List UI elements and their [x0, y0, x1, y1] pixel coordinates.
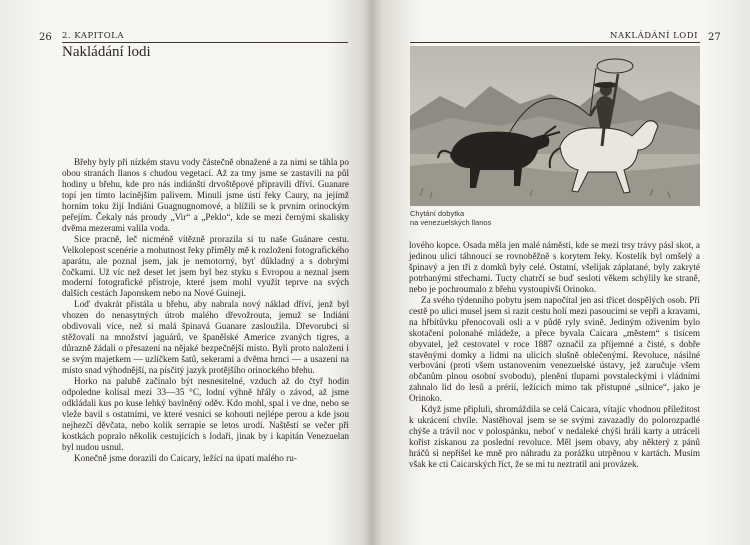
caption-line-2: na venezuelských llanos — [410, 218, 492, 227]
paragraph: lového kopce. Osada měla jen malé náměstí, kde se mezi trsy trávy pásl skot, a jedinou ulici táhnoucí se rovnoběžně s korytem řeky. Kostelík byl omšelý a špinavý a jen tři z domků byly celé. Ostatní, všelijak záplatané, byly zakryté potrhanými střechami. Tucty chatrčí se buď sesloti věkem schýlily ke straně, nebo je pochroumalo z břehu vystoupivší Orinoko. — [409, 240, 700, 294]
paragraph: Konečně jsme dorazili do Caicary, ležící na úpatí malého ru- — [74, 452, 297, 463]
paragraph: Loď dvakrát přistála u břehu, aby nabrala nový náklad dříví, jenž byl vhozen do nenasytných útrob malého dřevožrouta, jemuž se Indiáni obdivovali více, než si malá špinavá Guanare zasloužila. Dřevorubci si stěžovali na množství jaguárů, ve španělské Americe zvaných tigres, a důrazně žádali o přesazení na nějaké bezpečnější místo. Byli proto naloženi i se svým majetkem — uzlíčkem šatů, sekerami a dvěma hrnci — a usazeni na místo snad výhodnější, na písčitý jazyk protějšího orinockého břehu. — [62, 299, 349, 376]
paragraph: Když jsme připluli, shromáždila se celá Caicara, vítajíc vhodnou příležitost k ukrácení chvíle. Nastěhoval jsem se se svými zavazadly do polorozpadlé chýše a trávil noc v polospánku, neboť v nedaleké chýši hráli karty a utráceli kořist získanou za poslední revoluce. Měl jsem obavy, aby některý z pánů hráčů si nepřišel ke mně pro náhradu za porážku utrpěnou v kartách. Musím však ke cti Caicarských říct, že se mi tu neztratil ani provázek. — [409, 404, 700, 470]
header-rule-left — [62, 42, 348, 43]
running-head-right: NAKLÁDÁNÍ LODI — [610, 31, 698, 41]
page-number-left: 26 — [39, 32, 52, 43]
paragraph: Sice pracně, leč nicméně vítězně prorazila si tu naše Guánare cestu. Velkolepost scenérie a mohutnost řeky přiměly mě k rozložení fotografického aparátu, ale poznal jsem, jak je nemotorný, byť důkladný a s dobrými čočkami. Už víc než deset let jsem byl bez styku s Evropou a neznal jsem moderní fotografické přístroje, které jsem mohl využít teprve na svých dalších cestách Japonskem nebo na Nové Guineji. — [62, 233, 349, 299]
page-number-right: 27 — [708, 32, 721, 43]
paragraph: Břehy byly při nízkém stavu vody částečně obnažené a za nimi se táhla po obou stranách llanos s chudou vegetací. Až za tmy jsme se zastavili na půl hodiny u břehu, kde pro nás indiánští drvoštěpové připravili dříví. Guanare topí jen tímto lacinějším palivem. Minuli jsme ústí řeky Caury, na jejímž horním toku žijí Indiáni Guagnugnomové, a blížili se k prvním orinockým peřejím. Čekaly nás proudy „Vir“ a „Peklo“, kde se mezi černými skalisky dvěma mezerami valila voda. — [62, 157, 349, 233]
illustration-caption — [410, 209, 610, 227]
chapter-title: Nakládání lodi — [62, 44, 151, 60]
cowboy-lassoing-bull-engraving-icon — [410, 46, 700, 206]
header-rule-right — [410, 42, 700, 43]
body-text-right — [409, 240, 700, 470]
body-text-left — [62, 157, 349, 464]
running-head-left: 2. KAPITOLA — [62, 31, 124, 41]
paragraph: Horko na palubě začínalo být nesnesitelné, vzduch až do čtyř hodin odpoledne kolísal mezi 33—35 °C, lodní výhně hřály o závod, až jsme odkládali kus po kuse lehký bavlněný oděv. Kdo mohl, spal i ve dne, nebo se vleže bavil s ostatními, ve které vesnici se kohouti nejlépe perou a kde jsou nejhezčí děvčata, nebo kolik serrapie se letos urodí. Naštěstí se večer při kostkách popralo několik cestujících s lodaři, jinak by i kapitán Venezuelan byl nudou usnul. — [62, 376, 349, 452]
caption-line-1: Chytání dobytka — [410, 209, 465, 218]
paragraph: Za svého týdenního pobytu jsem napočítal jen asi třicet dospělých osob. Při cestě po ulici musel jsem si razit cestu holí mezi pasoucími se vepři a kravami, na hřbitůvku přenocovali osli a v půdě ryly svině. Jediným oživením bylo skotačení polonahé mládeže, a přece byvala Caicara „městem“ s tisícem obyvatel, jež cestovatel v roce 1887 označil za příjemné a čisté, s dobře stavěnými domky a lidmi na ulicích slušně oblečenými. Revoluce, násilné verbování (proti všem ustanovením venezuelské ústavy, jež zaručuje všem občanům plnou osobní svobodu), plenění tlupami povstaleckými i vládními zahnalo lid do lesů a prérií, ležících mimo tak přístupné „silnice“, jako je Orinoko. — [409, 294, 700, 404]
right-page — [378, 0, 750, 545]
